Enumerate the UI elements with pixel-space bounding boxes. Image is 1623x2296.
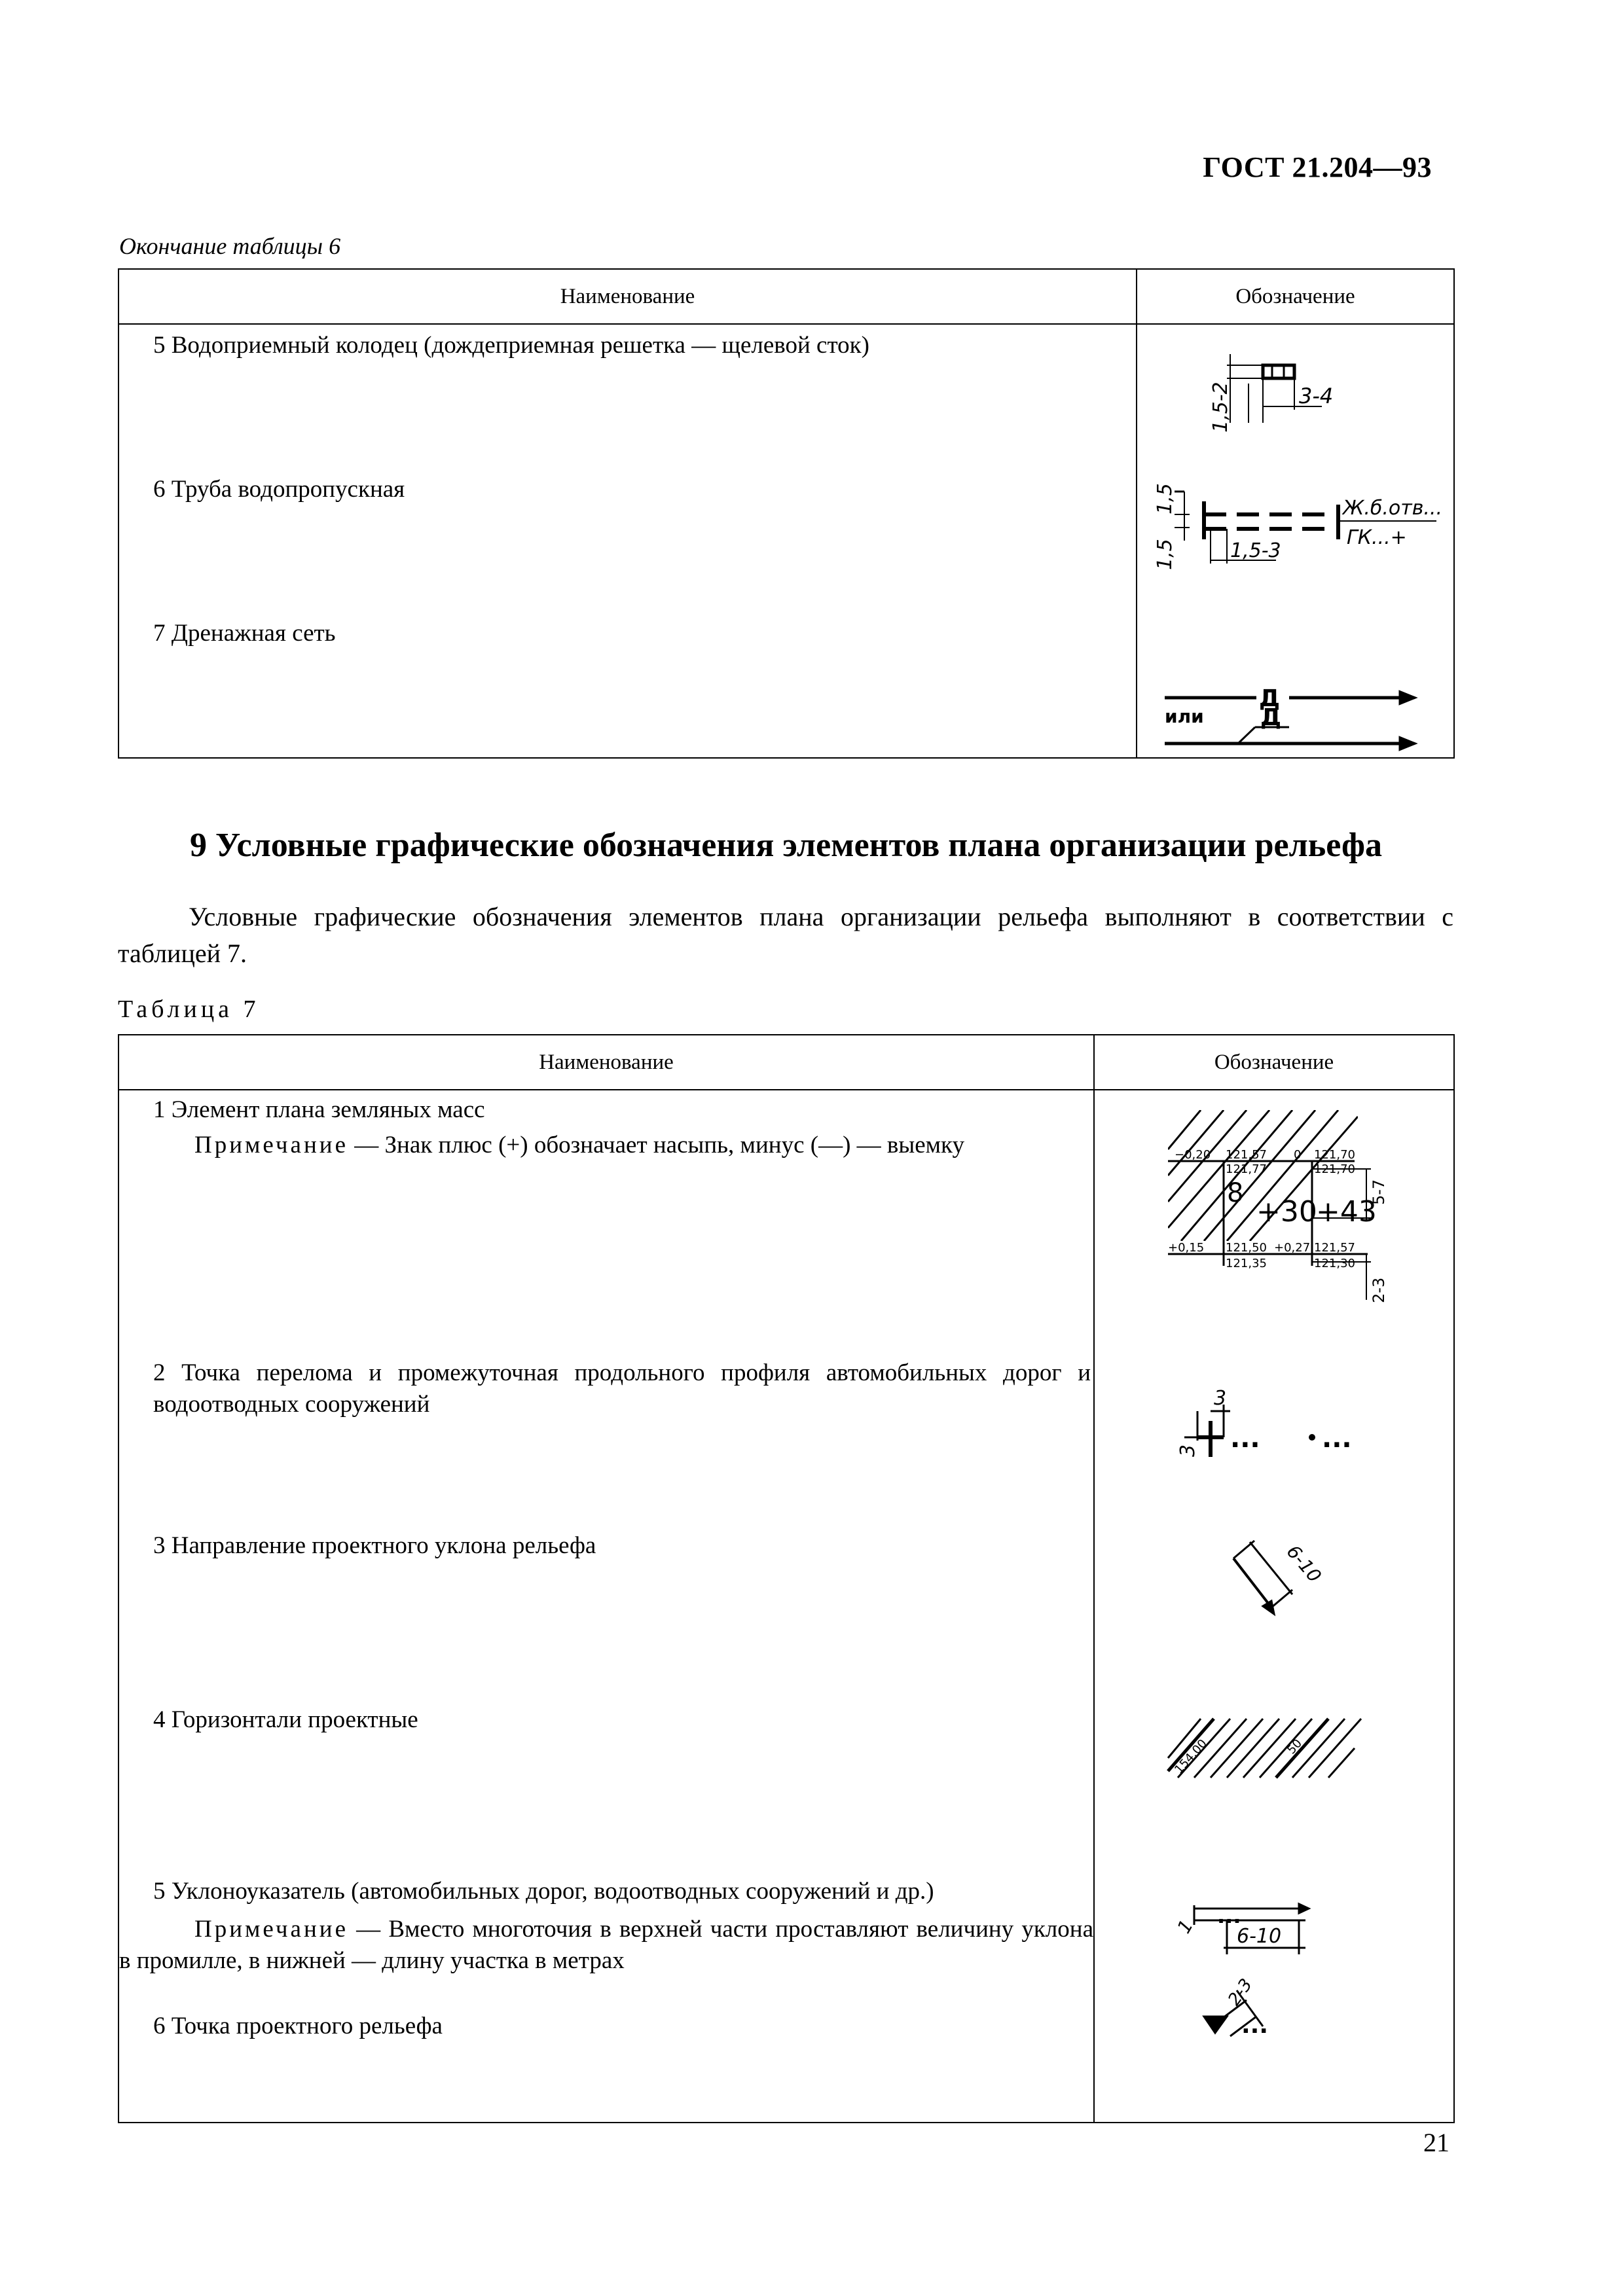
table-7-label: Таблица 7 <box>118 996 260 1023</box>
volume-label: 8 <box>1226 1178 1243 1208</box>
dim-label: 1,5-2 <box>1209 382 1232 433</box>
column-header-symbol: Обозначение <box>1094 1035 1454 1090</box>
dim-label: 5-7 <box>1369 1179 1388 1205</box>
table-row: 5 Водоприемный колодец (дождеприемная решетка — щелевой сток) <box>153 332 869 359</box>
elevation-label: −0,20 <box>1174 1148 1211 1162</box>
table-row: 4 Горизонтали проектные <box>153 1706 418 1733</box>
pipe-label: ГК...+ <box>1346 526 1407 549</box>
elevation-label: +0,15 <box>1167 1241 1204 1255</box>
table-row-note <box>119 1914 1093 1977</box>
table-6 <box>118 268 1455 759</box>
section-9-paragraph: Условные графические обозначения элементов плана организации рельефа выполняют в соответствии с таблицей 7. <box>118 902 1453 968</box>
elevation-label: 121,70 <box>1313 1162 1355 1176</box>
document-code: ГОСТ 21.204—93 <box>1203 151 1432 183</box>
table-row: 2 Точка перелома и промежуточная продольного профиля автомобильных дорог и водоотводных сооружений <box>153 1359 1091 1418</box>
table-row: 5 Уклоноуказатель (автомобильных дорог, водоотводных сооружений и др.) <box>153 1878 934 1905</box>
section-9-heading: 9 Условные графические обозначения элементов плана организации рельефа <box>190 827 1382 864</box>
table-6-caption: Окончание таблицы 6 <box>119 233 341 259</box>
table-row: 6 Точка проектного рельефа <box>153 2013 443 2039</box>
dim-label: 2-3 <box>1369 1277 1388 1303</box>
dim-label: 1,5-3 <box>1230 539 1281 562</box>
table-row: 1 Элемент плана земляных масс <box>153 1096 485 1123</box>
elevation-label: 121,57 <box>1313 1241 1355 1255</box>
dim-label: 2-3 <box>1224 1975 1256 2010</box>
dim-label: 1,5 <box>1153 483 1176 514</box>
elevation-label: 0 <box>1293 1148 1301 1162</box>
or-label: или <box>1164 706 1204 727</box>
table-7 <box>118 1034 1455 2123</box>
dots-label: ... <box>1321 1424 1352 1454</box>
table-7-symbol-drawings <box>1096 1090 1453 2119</box>
table-row: 3 Направление проектного уклона рельефа <box>153 1532 596 1559</box>
table-6-symbol-drawings <box>1139 325 1453 754</box>
note-label: Примечание <box>194 1132 348 1158</box>
volume-label: +43 <box>1315 1195 1377 1229</box>
contour-label: 50 <box>1284 1736 1305 1757</box>
column-header-symbol: Обозначение <box>1137 269 1454 324</box>
slope-direction-symbol <box>1233 1541 1292 1614</box>
table-row: 7 Дренажная сеть <box>153 620 336 647</box>
elevation-label: 121,57 <box>1225 1148 1267 1162</box>
elevation-label: 121,30 <box>1313 1257 1355 1270</box>
table-row: 6 Труба водопропускная <box>153 476 405 503</box>
column-header-name: Наименование <box>119 1035 1094 1090</box>
note-text: — Знак плюс (+) обозначает насыпь, минус (—) — выемку <box>348 1132 965 1158</box>
dim-label: 1,5 <box>1153 539 1176 570</box>
table-6-symbols <box>1137 324 1454 758</box>
note-label: Примечание <box>194 1916 348 1943</box>
drain-label: Д <box>1260 704 1281 731</box>
dim-label: 6-10 <box>1236 1925 1281 1948</box>
elevation-label: +0,27 <box>1273 1241 1310 1255</box>
pipe-label: Ж.б.отв... <box>1342 497 1442 520</box>
elevation-label: 121,50 <box>1225 1241 1267 1255</box>
column-header-name: Наименование <box>119 269 1137 324</box>
contour-label: 154,00 <box>1171 1736 1210 1777</box>
elevation-label: 121,77 <box>1225 1162 1267 1176</box>
table-row-note <box>119 1130 1093 1161</box>
dots-label: ... <box>1230 1424 1260 1454</box>
volume-label: +30 <box>1256 1195 1317 1229</box>
dots-label: ... <box>1241 2012 1268 2039</box>
note-text: — Вместо многоточия в верхней части проставляют величину уклона в промилле, в нижней — длину участка в метрах <box>119 1916 1093 1974</box>
elevation-label: 121,70 <box>1313 1148 1355 1162</box>
elevation-label: 121,35 <box>1225 1257 1267 1270</box>
dots-label: ... <box>1216 1903 1241 1928</box>
dim-label: 6-10 <box>1282 1541 1326 1587</box>
table-7-names <box>119 1090 1094 2123</box>
page-number: 21 <box>1423 2128 1450 2157</box>
dim-label: 3 <box>1176 1444 1199 1457</box>
table-7-symbols <box>1094 1090 1454 2123</box>
dim-label: 3-4 <box>1298 384 1333 408</box>
drain-label: Д <box>1258 685 1280 712</box>
table-6-names <box>119 324 1137 758</box>
dim-label: 3 <box>1213 1387 1226 1410</box>
dim-label: 1 <box>1172 1916 1197 1937</box>
